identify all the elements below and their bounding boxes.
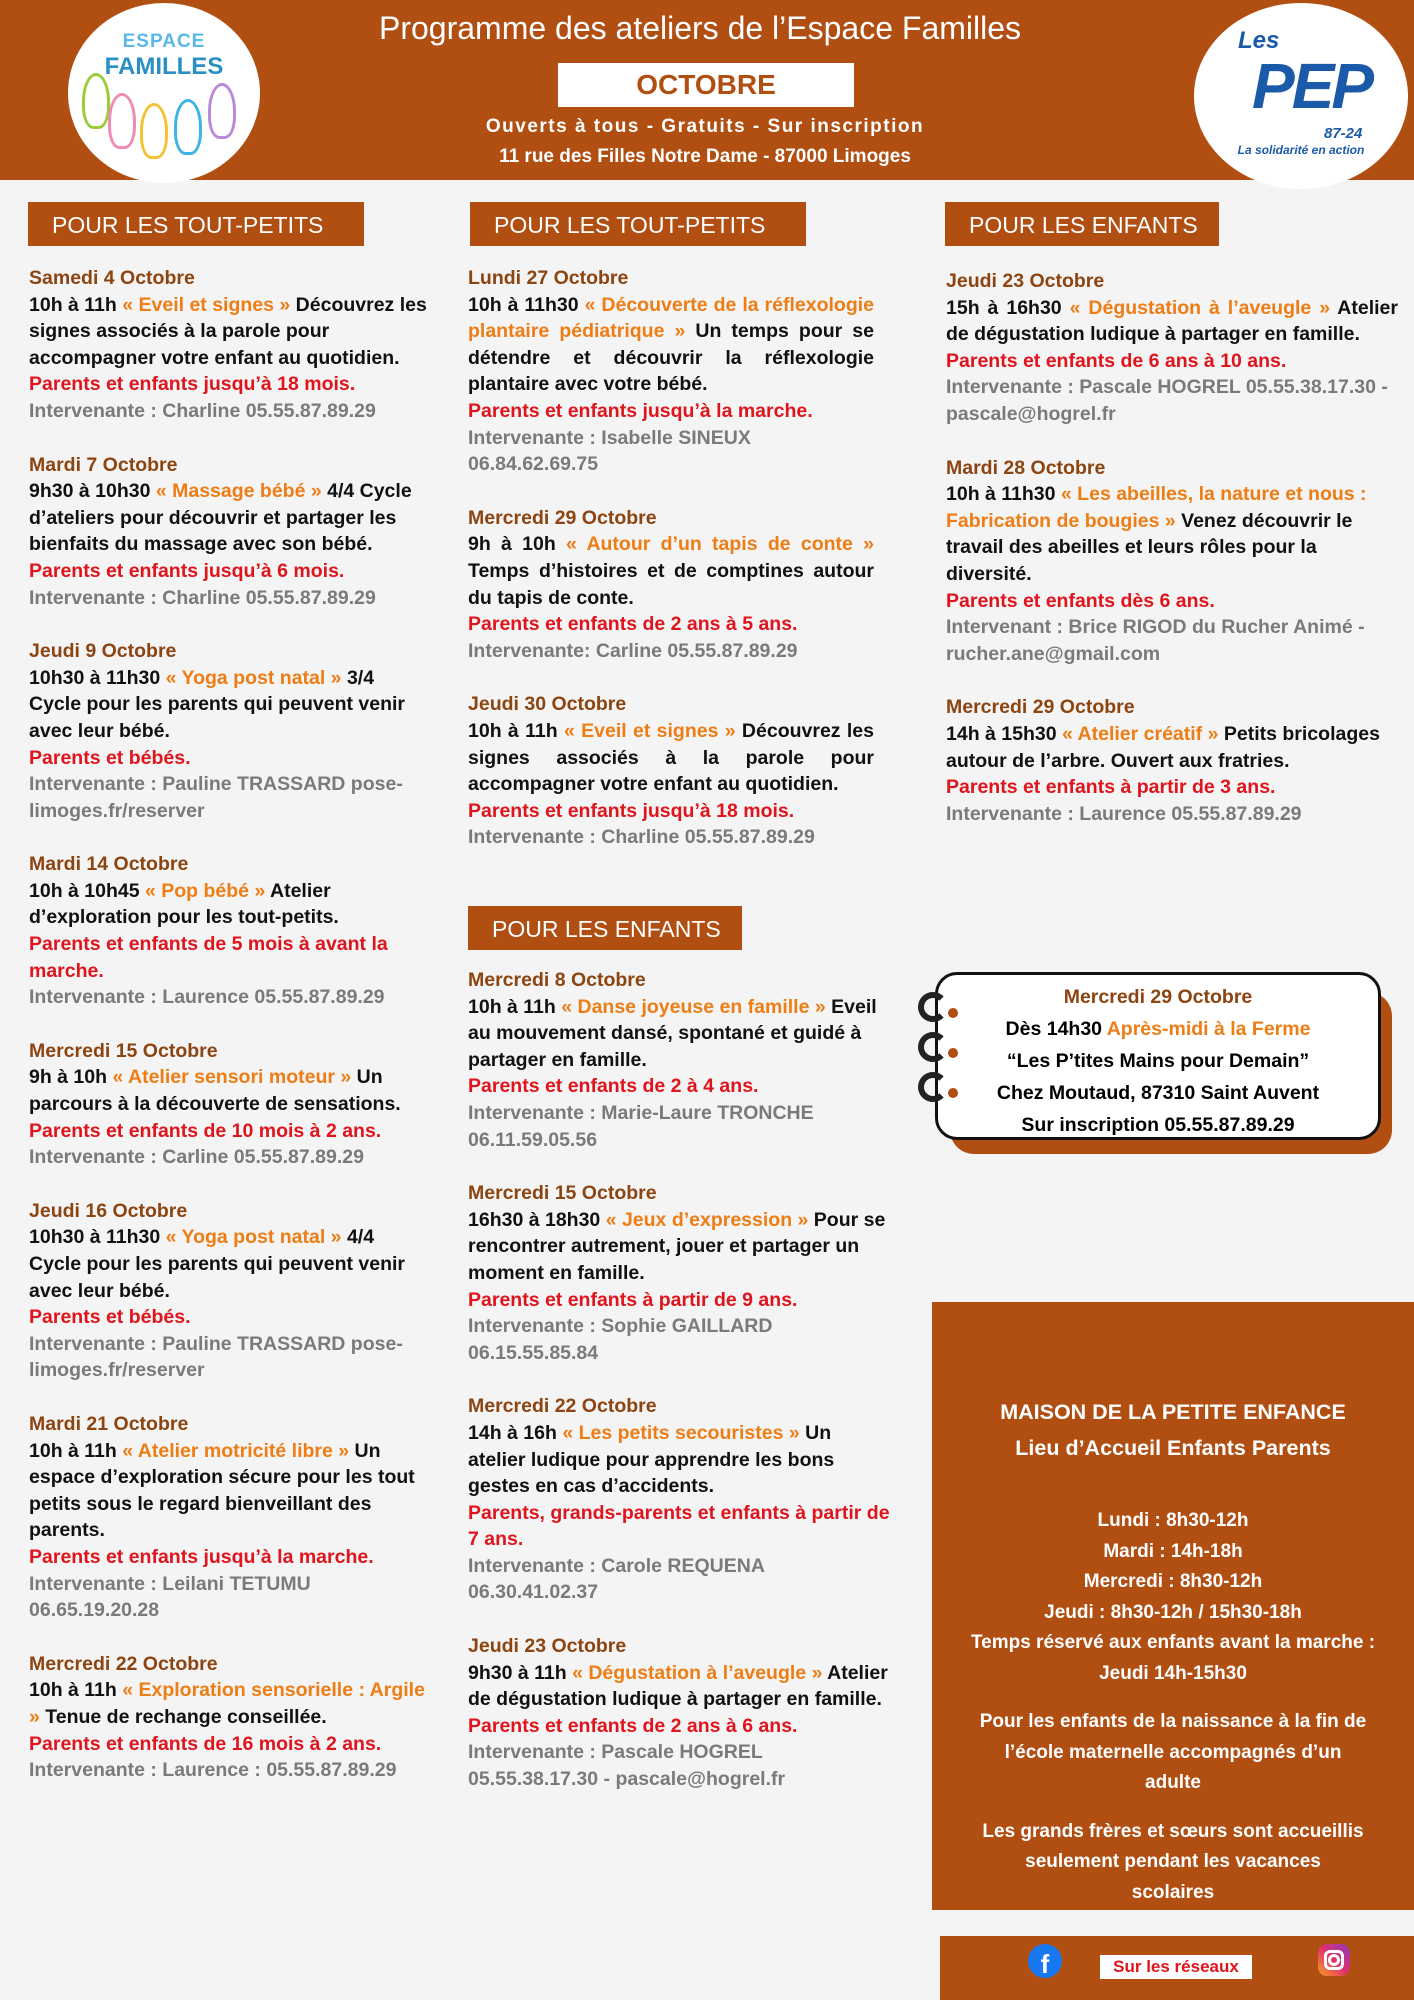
event-title: « Yoga post natal » [165, 1226, 342, 1249]
note-place: Chez Moutaud, 87310 Saint Auvent [996, 1082, 1320, 1104]
col3-heading: POUR LES ENFANTS [945, 202, 1219, 246]
event-audience: Parents et enfants de 10 mois à 2 ans. [29, 1119, 382, 1142]
maison-subtitle: Lieu d’Accueil Enfants Parents [1015, 1436, 1331, 1460]
event-time: 10h à 10h45 [29, 879, 140, 902]
event-block [468, 1180, 892, 1366]
event-description: Découvrez les signes associés à la parole pour accompagner votre enfant au quotidien. [468, 719, 874, 796]
event-contact: Intervenante : Pascale HOGREL 05.55.38.17.30 - pascale@hogrel.fr [946, 376, 1388, 425]
event-description: Tenue de rechange conseillée. [45, 1705, 327, 1728]
event-title: « Les petits secouristes » [562, 1421, 800, 1444]
les-pep-logo [1194, 3, 1408, 189]
event-contact: Intervenante : Pascale HOGREL 05.55.38.17.30 - pascale@hogrel.fr [468, 1741, 786, 1791]
event-time: 10h à 11h30 [946, 483, 1056, 506]
event-block [468, 967, 892, 1153]
event-date: Mercredi 22 Octobre [468, 1395, 657, 1418]
event-date: Jeudi 9 Octobre [29, 640, 177, 663]
event-block [29, 1038, 429, 1171]
event-contact: Intervenante : Pauline TRASSARD pose-limoges.fr/reserver [29, 1332, 403, 1382]
event-date: Mercredi 29 Octobre [946, 696, 1135, 719]
note-title: Après-midi à la Ferme [1106, 1018, 1311, 1040]
note-name: “Les P’tites Mains pour Demain” [1006, 1050, 1310, 1072]
event-time: 10h30 à 11h30 [29, 666, 161, 689]
event-block [468, 265, 874, 478]
event-audience: Parents et enfants de 16 mois à 2 ans. [29, 1732, 382, 1755]
event-date: Samedi 4 Octobre [29, 267, 195, 289]
logo-right-line2: PEP [1252, 50, 1372, 122]
logo-right-line1: Les [1238, 27, 1280, 54]
note-time-line [938, 1013, 1378, 1045]
event-block [946, 268, 1398, 428]
event-audience: Parents et enfants de 5 mois à avant la marche. [29, 933, 388, 982]
event-time: 15h à 16h30 [946, 296, 1062, 319]
event-contact: Intervenante : Isabelle SINEUX 06.84.62.69.75 [468, 426, 751, 476]
family-figure-icon [140, 103, 168, 159]
logo-left-line1: ESPACE [122, 31, 206, 52]
event-date: Lundi 27 Octobre [468, 267, 629, 289]
event-contact: Intervenante : Charline 05.55.87.89.29 [29, 399, 376, 422]
event-audience: Parents, grands-parents et enfants à partir de 7 ans. [468, 1501, 890, 1551]
event-title: « Atelier motricité libre » [122, 1439, 350, 1462]
event-date: Mercredi 29 Octobre [468, 506, 657, 529]
instagram-icon[interactable] [1318, 1944, 1350, 1976]
event-date: Mardi 28 Octobre [946, 456, 1106, 479]
event-contact: Intervenante : Carole REQUENA 06.30.41.02.37 [468, 1554, 765, 1604]
event-time: 9h30 à 10h30 [29, 480, 151, 503]
event-date: Mardi 7 Octobre [29, 453, 178, 476]
event-contact: Intervenante: Carline 05.55.87.89.29 [468, 639, 798, 662]
event-date: Jeudi 16 Octobre [29, 1199, 188, 1222]
event-audience: Parents et enfants jusqu’à la marche. [468, 399, 813, 422]
spiral-hole-icon [948, 1008, 958, 1018]
subtitle: Ouverts à tous - Gratuits - Sur inscription [485, 116, 925, 137]
event-description: Un atelier ludique pour apprendre les bons gestes en cas d’accidents. [468, 1421, 835, 1498]
event-block [29, 1651, 429, 1784]
event-block [468, 505, 874, 665]
event-block [29, 452, 429, 612]
event-audience: Parents et enfants à partir de 3 ans. [946, 776, 1276, 799]
event-description: Atelier de dégustation ludique à partager en famille. [468, 1661, 888, 1711]
event-block [468, 1633, 892, 1793]
event-time: 10h à 11h [468, 719, 558, 742]
event-description: Petits bricolages autour de l’arbre. Ouvert aux fratries. [946, 722, 1380, 772]
event-date: Mercredi 22 Octobre [29, 1652, 218, 1675]
event-audience: Parents et bébés. [29, 746, 191, 769]
event-time: 10h30 à 11h30 [29, 1226, 161, 1249]
event-time: 10h à 11h30 [468, 293, 579, 316]
maison-petite-enfance-box [932, 1302, 1414, 1910]
event-time: 10h à 11h [29, 293, 117, 316]
event-time: 16h30 à 18h30 [468, 1208, 601, 1231]
event-title: « Eveil et signes » [563, 719, 736, 742]
event-audience: Parents et enfants de 6 ans à 10 ans. [946, 349, 1287, 372]
maison-siblings: Les grands frères et sœurs sont accueillis seulement pendant les vacances scolaires [982, 1820, 1364, 1903]
event-description: 3/4 Cycle pour les parents qui peuvent venir avec leur bébé. [29, 666, 406, 742]
facebook-icon[interactable]: f [1028, 1944, 1062, 1978]
event-audience: Parents et enfants à partir de 9 ans. [468, 1288, 798, 1311]
event-title: « Yoga post natal » [165, 666, 342, 689]
family-figure-icon [174, 99, 202, 155]
col2-heading2: POUR LES ENFANTS [468, 906, 742, 950]
event-title: « Jeux d’expression » [605, 1208, 809, 1231]
event-description: Pour se rencontrer autrement, jouer et partager un moment en famille. [468, 1208, 886, 1284]
event-contact: Intervenante : Marie-Laure TRONCHE 06.11.59.05.56 [468, 1101, 814, 1151]
event-block [946, 455, 1398, 668]
event-block [29, 851, 429, 1011]
spiral-ring-icon [918, 1032, 948, 1062]
social-label: Sur les réseaux [1100, 1955, 1252, 1979]
event-block [946, 694, 1398, 827]
event-contact: Intervenant : Brice RIGOD du Rucher Animé - rucher.ane@gmail.com [946, 616, 1365, 665]
event-contact: Intervenante : Leilani TETUMU 06.65.19.20.28 [29, 1572, 311, 1622]
event-contact: Intervenante : Laurence : 05.55.87.89.29 [29, 1759, 397, 1782]
event-time: 10h à 11h [29, 1679, 117, 1702]
event-audience: Parents et enfants de 2 à 4 ans. [468, 1075, 759, 1098]
event-block [29, 265, 429, 425]
event-contact: Intervenante : Laurence 05.55.87.89.29 [29, 986, 385, 1009]
spiral-ring-icon [918, 992, 948, 1022]
event-description: Venez découvrir le travail des abeilles et leurs rôles pour la diversité. [946, 509, 1353, 585]
event-description: Atelier d’exploration pour les tout-petits. [29, 879, 339, 929]
event-title: « Atelier sensori moteur » [112, 1066, 352, 1089]
month-label: OCTOBRE [558, 63, 854, 107]
maison-hours-monday: Lundi : 8h30-12h [1097, 1510, 1249, 1531]
event-description: Un espace d’exploration sécure pour les tout petits sous le regard bienveillant des parents. [29, 1439, 415, 1542]
event-description: Un parcours à la découverte de sensations. [29, 1066, 401, 1116]
page-title: Programme des ateliers de l’Espace Familles [378, 10, 1022, 46]
event-audience: Parents et bébés. [29, 1306, 191, 1329]
farm-afternoon-card [935, 972, 1381, 1140]
event-description: Eveil au mouvement dansé, spontané et guidé à partager en famille. [468, 995, 877, 1071]
event-title: « Eveil et signes » [122, 293, 291, 316]
event-block [29, 1198, 429, 1384]
event-audience: Parents et enfants jusqu’à 6 mois. [29, 559, 345, 582]
event-title: « Les abeilles, la nature et nous : Fabrication de bougies » [946, 483, 1367, 532]
espace-familles-logo [68, 3, 260, 183]
event-date: Mardi 21 Octobre [29, 1412, 189, 1435]
family-figure-icon [82, 73, 110, 129]
maison-audience: Pour les enfants de la naissance à la fin de l’école maternelle accompagnés d’un adulte [979, 1711, 1367, 1793]
event-audience: Parents et enfants dès 6 ans. [946, 589, 1215, 612]
event-description: 4/4 Cycle pour les parents qui peuvent venir avec leur bébé. [29, 1226, 406, 1302]
event-block [29, 638, 429, 824]
event-audience: Parents et enfants jusqu’à 18 mois. [29, 373, 356, 396]
col1-events [29, 265, 429, 1811]
event-date: Mardi 14 Octobre [29, 853, 189, 876]
event-contact: Intervenante : Pauline TRASSARD pose-limoges.fr/reserver [29, 773, 403, 822]
maison-hours-wednesday: Mercredi : 8h30-12h [1083, 1571, 1263, 1592]
event-description: Atelier de dégustation ludique à partager en famille. [946, 296, 1398, 346]
event-description: Découvrez les signes associés à la parole pour accompagner votre enfant au quotidien. [29, 293, 427, 369]
event-audience: Parents et enfants de 2 ans à 5 ans. [468, 613, 798, 636]
event-contact: Intervenante : Laurence 05.55.87.89.29 [946, 802, 1302, 825]
maison-reserved-label: Temps réservé aux enfants avant la marche : [970, 1632, 1376, 1653]
logo-right-num: 87-24 [1324, 125, 1363, 142]
col2-heading: POUR LES TOUT-PETITS [470, 202, 806, 246]
event-description: 4/4 Cycle d’ateliers pour découvrir et partager les bienfaits du massage avec son bébé. [29, 480, 412, 556]
event-contact: Intervenante : Carline 05.55.87.89.29 [29, 1146, 364, 1169]
event-time: 9h à 10h [29, 1066, 108, 1089]
event-time: 10h à 11h [29, 1439, 117, 1462]
event-date: Jeudi 30 Octobre [468, 693, 627, 716]
event-time: 9h30 à 11h [468, 1661, 567, 1684]
logo-left-line2: FAMILLES [104, 53, 224, 80]
event-title: « Danse joyeuse en famille » [561, 995, 826, 1018]
event-block [29, 1411, 429, 1624]
event-title: « Massage bébé » [155, 480, 322, 503]
event-audience: Parents et enfants jusqu’à la marche. [29, 1545, 374, 1568]
event-date: Mercredi 15 Octobre [29, 1039, 218, 1062]
maison-hours-thursday: Jeudi : 8h30-12h / 15h30-18h [1044, 1601, 1302, 1623]
logo-right-tagline: La solidarité en action [1237, 143, 1365, 157]
note-time: Dès 14h30 [1005, 1018, 1103, 1040]
event-time: 9h à 10h [468, 533, 556, 556]
col1-heading: POUR LES TOUT-PETITS [28, 202, 364, 246]
event-title: « Pop bébé » [145, 879, 266, 902]
event-title: « Atelier créatif » [1062, 722, 1219, 745]
spiral-hole-icon [948, 1088, 958, 1098]
event-date: Jeudi 23 Octobre [468, 1635, 627, 1658]
note-signup: Sur inscription 05.55.87.89.29 [1021, 1114, 1295, 1136]
note-date: Mercredi 29 Octobre [1063, 986, 1253, 1008]
event-audience: Parents et enfants de 2 ans à 6 ans. [468, 1714, 798, 1737]
event-time: 14h à 15h30 [946, 722, 1057, 745]
col2-events [468, 265, 874, 878]
col2-events2 [468, 967, 892, 1820]
event-description: Temps d’histoires et de comptines autour du tapis de conte. [468, 559, 874, 609]
event-audience: Parents et enfants jusqu’à 18 mois. [468, 799, 795, 822]
maison-title: MAISON DE LA PETITE ENFANCE [1000, 1400, 1346, 1424]
event-time: 14h à 16h [468, 1421, 557, 1444]
address: 11 rue des Filles Notre Dame - 87000 Limoges [499, 146, 911, 167]
event-title: « Découverte de la réflexologie plantaire pédiatrique » [468, 293, 875, 343]
maison-hours-tuesday: Mardi : 14h-18h [1103, 1540, 1243, 1562]
maison-reserved-time: Jeudi 14h-15h30 [1099, 1662, 1247, 1684]
spiral-hole-icon [948, 1048, 958, 1058]
spiral-ring-icon [918, 1072, 948, 1102]
family-figure-icon [108, 93, 136, 149]
event-contact: Intervenante : Charline 05.55.87.89.29 [468, 826, 815, 849]
event-title: « Autour d’un tapis de conte » [566, 533, 874, 556]
event-date: Mercredi 15 Octobre [468, 1182, 657, 1205]
event-contact: Intervenante : Sophie GAILLARD 06.15.55.85.84 [468, 1315, 773, 1364]
event-title: « Dégustation à l’aveugle » [1069, 296, 1331, 319]
family-figure-icon [208, 83, 236, 139]
event-contact: Intervenante : Charline 05.55.87.89.29 [29, 586, 376, 609]
event-block [468, 691, 874, 851]
col3-events [946, 268, 1398, 854]
event-date: Mercredi 8 Octobre [468, 969, 646, 991]
event-description: Un temps pour se détendre et découvrir la réflexologie plantaire avec votre bébé. [468, 320, 874, 396]
event-title: « Dégustation à l’aveugle » [572, 1661, 823, 1684]
event-block [468, 1393, 892, 1606]
event-time: 10h à 11h [468, 995, 556, 1018]
event-title: « Exploration sensorielle : Argile » [29, 1679, 425, 1728]
event-date: Jeudi 23 Octobre [946, 270, 1105, 292]
